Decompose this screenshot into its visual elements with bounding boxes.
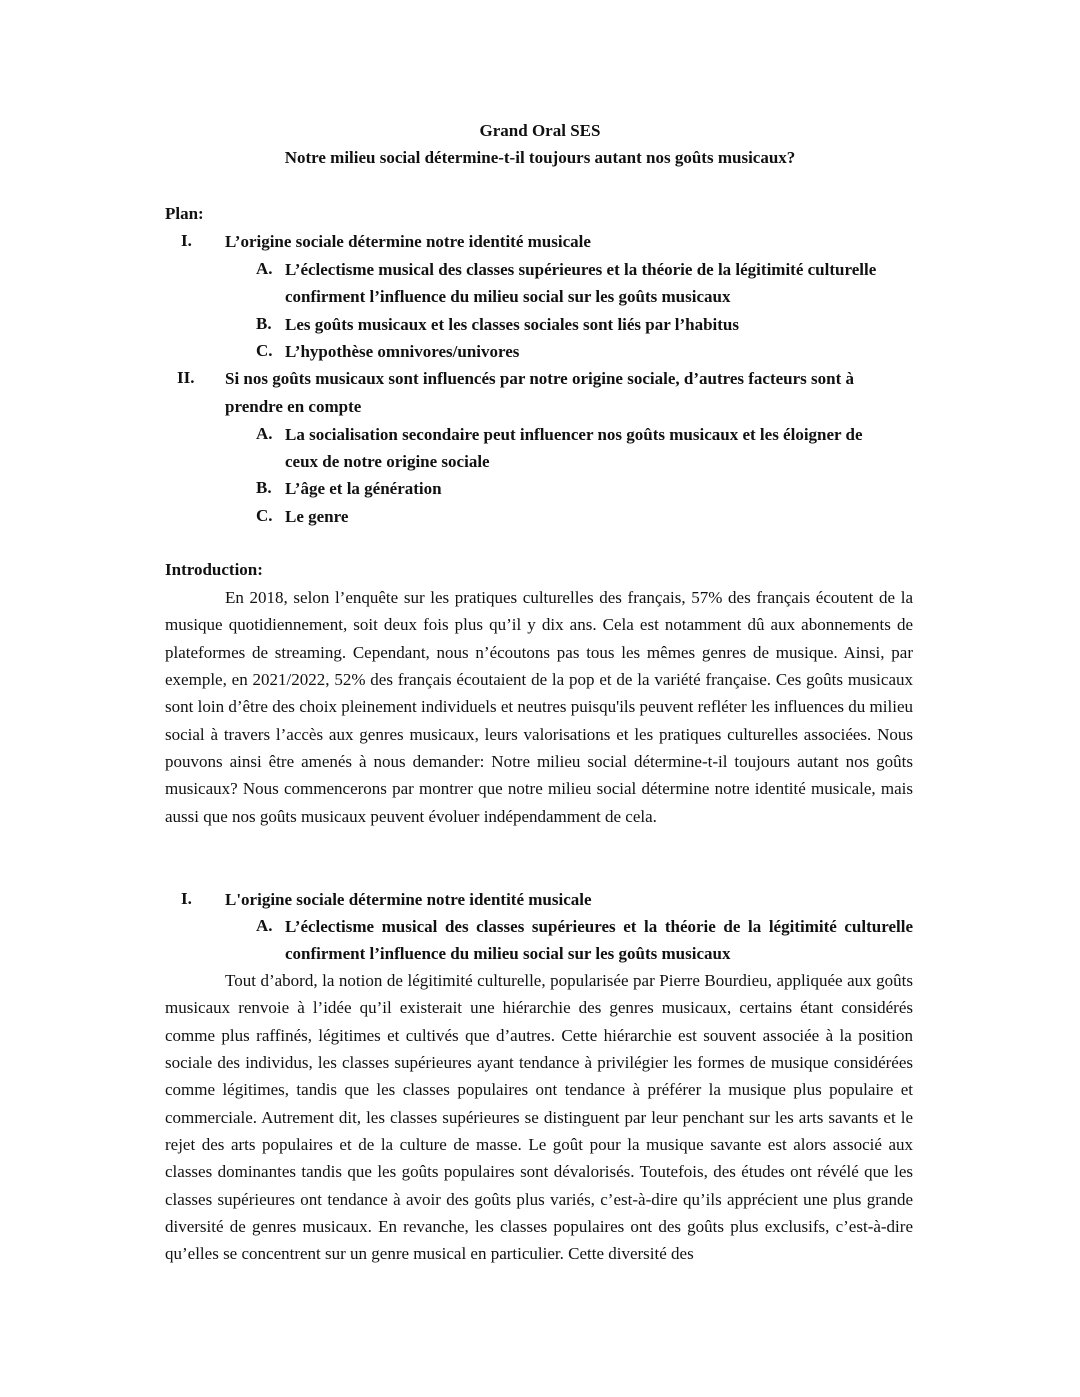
document-subtitle: Notre milieu social détermine-t-il toujours autant nos goûts musicaux? — [284, 148, 796, 167]
subsection-letter: A. — [256, 916, 273, 935]
plan-sub-letter: B. — [256, 478, 272, 497]
introduction-paragraph — [165, 584, 913, 830]
plan-sub-title-cont: confirment l’influence du milieu social sur les goûts musicaux — [285, 287, 731, 306]
plan-sub-letter: C. — [256, 341, 273, 360]
plan-sub-letter: A. — [256, 259, 273, 278]
plan-sub-letter: C. — [256, 506, 273, 525]
introduction-text: En 2018, selon l’enquête sur les pratiques culturelles des français, 57% des français écoutent de la musique quotidiennement, soit deux fois plus qu’il y dix ans. Cela est notamment dû aux abonnements de plateformes de streaming. Cependant, nous n’écoutons pas tous les mêmes genres de musique. Ainsi, par exemple, en 2021/2022, 52% des français écoutaient de la pop et de la variété française. Ces goûts musicaux sont loin d’être des choix pleinement individuels et neutres puisqu'ils peuvent refléter les influences du milieu social à travers l’accès aux genres musicaux, leurs valorisations et les pratiques culturelles associées. Nous pouvons ainsi être amenés à nous demander: Notre milieu social détermine-t-il toujours autant nos goûts musicaux? Nous commencerons par montrer que notre milieu social détermine notre identité musicale, mais aussi que nos goûts musicaux peuvent évoluer indépendamment de cela. — [165, 588, 913, 826]
plan-sub-letter: A. — [256, 424, 273, 443]
subsection-title: L’éclectisme musical des classes supérieures et la théorie de la légitimité culturelle — [285, 917, 913, 936]
plan-sub-title-cont: ceux de notre origine sociale — [285, 452, 490, 471]
plan-sub-title: L’hypothèse omnivores/univores — [285, 342, 520, 361]
plan-sub-title: La socialisation secondaire peut influencer nos goûts musicaux et les éloigner de — [285, 425, 863, 444]
plan-part-title: L’origine sociale détermine notre identité musicale — [225, 232, 591, 251]
plan-part-title: Si nos goûts musicaux sont influencés par notre origine sociale, d’autres facteurs sont à — [225, 369, 855, 388]
plan-sub-title: Le genre — [285, 507, 349, 526]
plan-label: Plan: — [165, 204, 204, 223]
plan-sub-title: L’âge et la génération — [285, 479, 442, 498]
section-paragraph — [165, 967, 913, 1268]
section-number: I. — [181, 889, 192, 908]
document-title: Grand Oral SES — [479, 121, 601, 140]
plan-part-title-cont: prendre en compte — [225, 397, 362, 416]
plan-sub-letter: B. — [256, 314, 272, 333]
plan-part-number: II. — [177, 368, 195, 387]
plan-sub-title: Les goûts musicaux et les classes sociales sont liés par l’habitus — [285, 315, 739, 334]
plan-sub-title: L’éclectisme musical des classes supérieures et la théorie de la légitimité culturelle — [285, 260, 877, 279]
section-title: L'origine sociale détermine notre identité musicale — [225, 890, 592, 909]
introduction-label: Introduction: — [165, 560, 263, 579]
section-text: Tout d’abord, la notion de légitimité culturelle, popularisée par Pierre Bourdieu, appliquée aux goûts musicaux renvoie à l’idée qu’il existerait une hiérarchie des genres musicaux, certains étant considérés comme plus raffinés, légitimes et cultivés que d’autres. Cette hiérarchie est souvent associée à la position sociale des individus, les classes supérieures ayant tendance à privilégier les formes de musique considérées comme légitimes, tandis que les classes populaires ont tendance à préférer la musique plus populaire et commerciale. Autrement dit, les classes supérieures se distinguent par leur penchant sur les arts savants et le rejet des arts populaires et de la culture de masse. Le goût pour la musique savante est alors associé aux classes dominantes tandis que les goûts populaires sont dévalorisés. Toutefois, des études ont révélé que les classes supérieures ont tendance à avoir des goûts plus variés, c’est-à-dire qu’ils apprécient une plus grande diversité de genres musicaux. En revanche, les classes populaires ont des goûts plus exclusifs, c’est-à-dire qu’elles se concentrent sur un genre musical en particulier. Cette diversité des — [165, 971, 913, 1264]
plan-part-number: I. — [181, 231, 192, 250]
subsection-title-cont: confirment l’influence du milieu social sur les goûts musicaux — [285, 944, 731, 963]
